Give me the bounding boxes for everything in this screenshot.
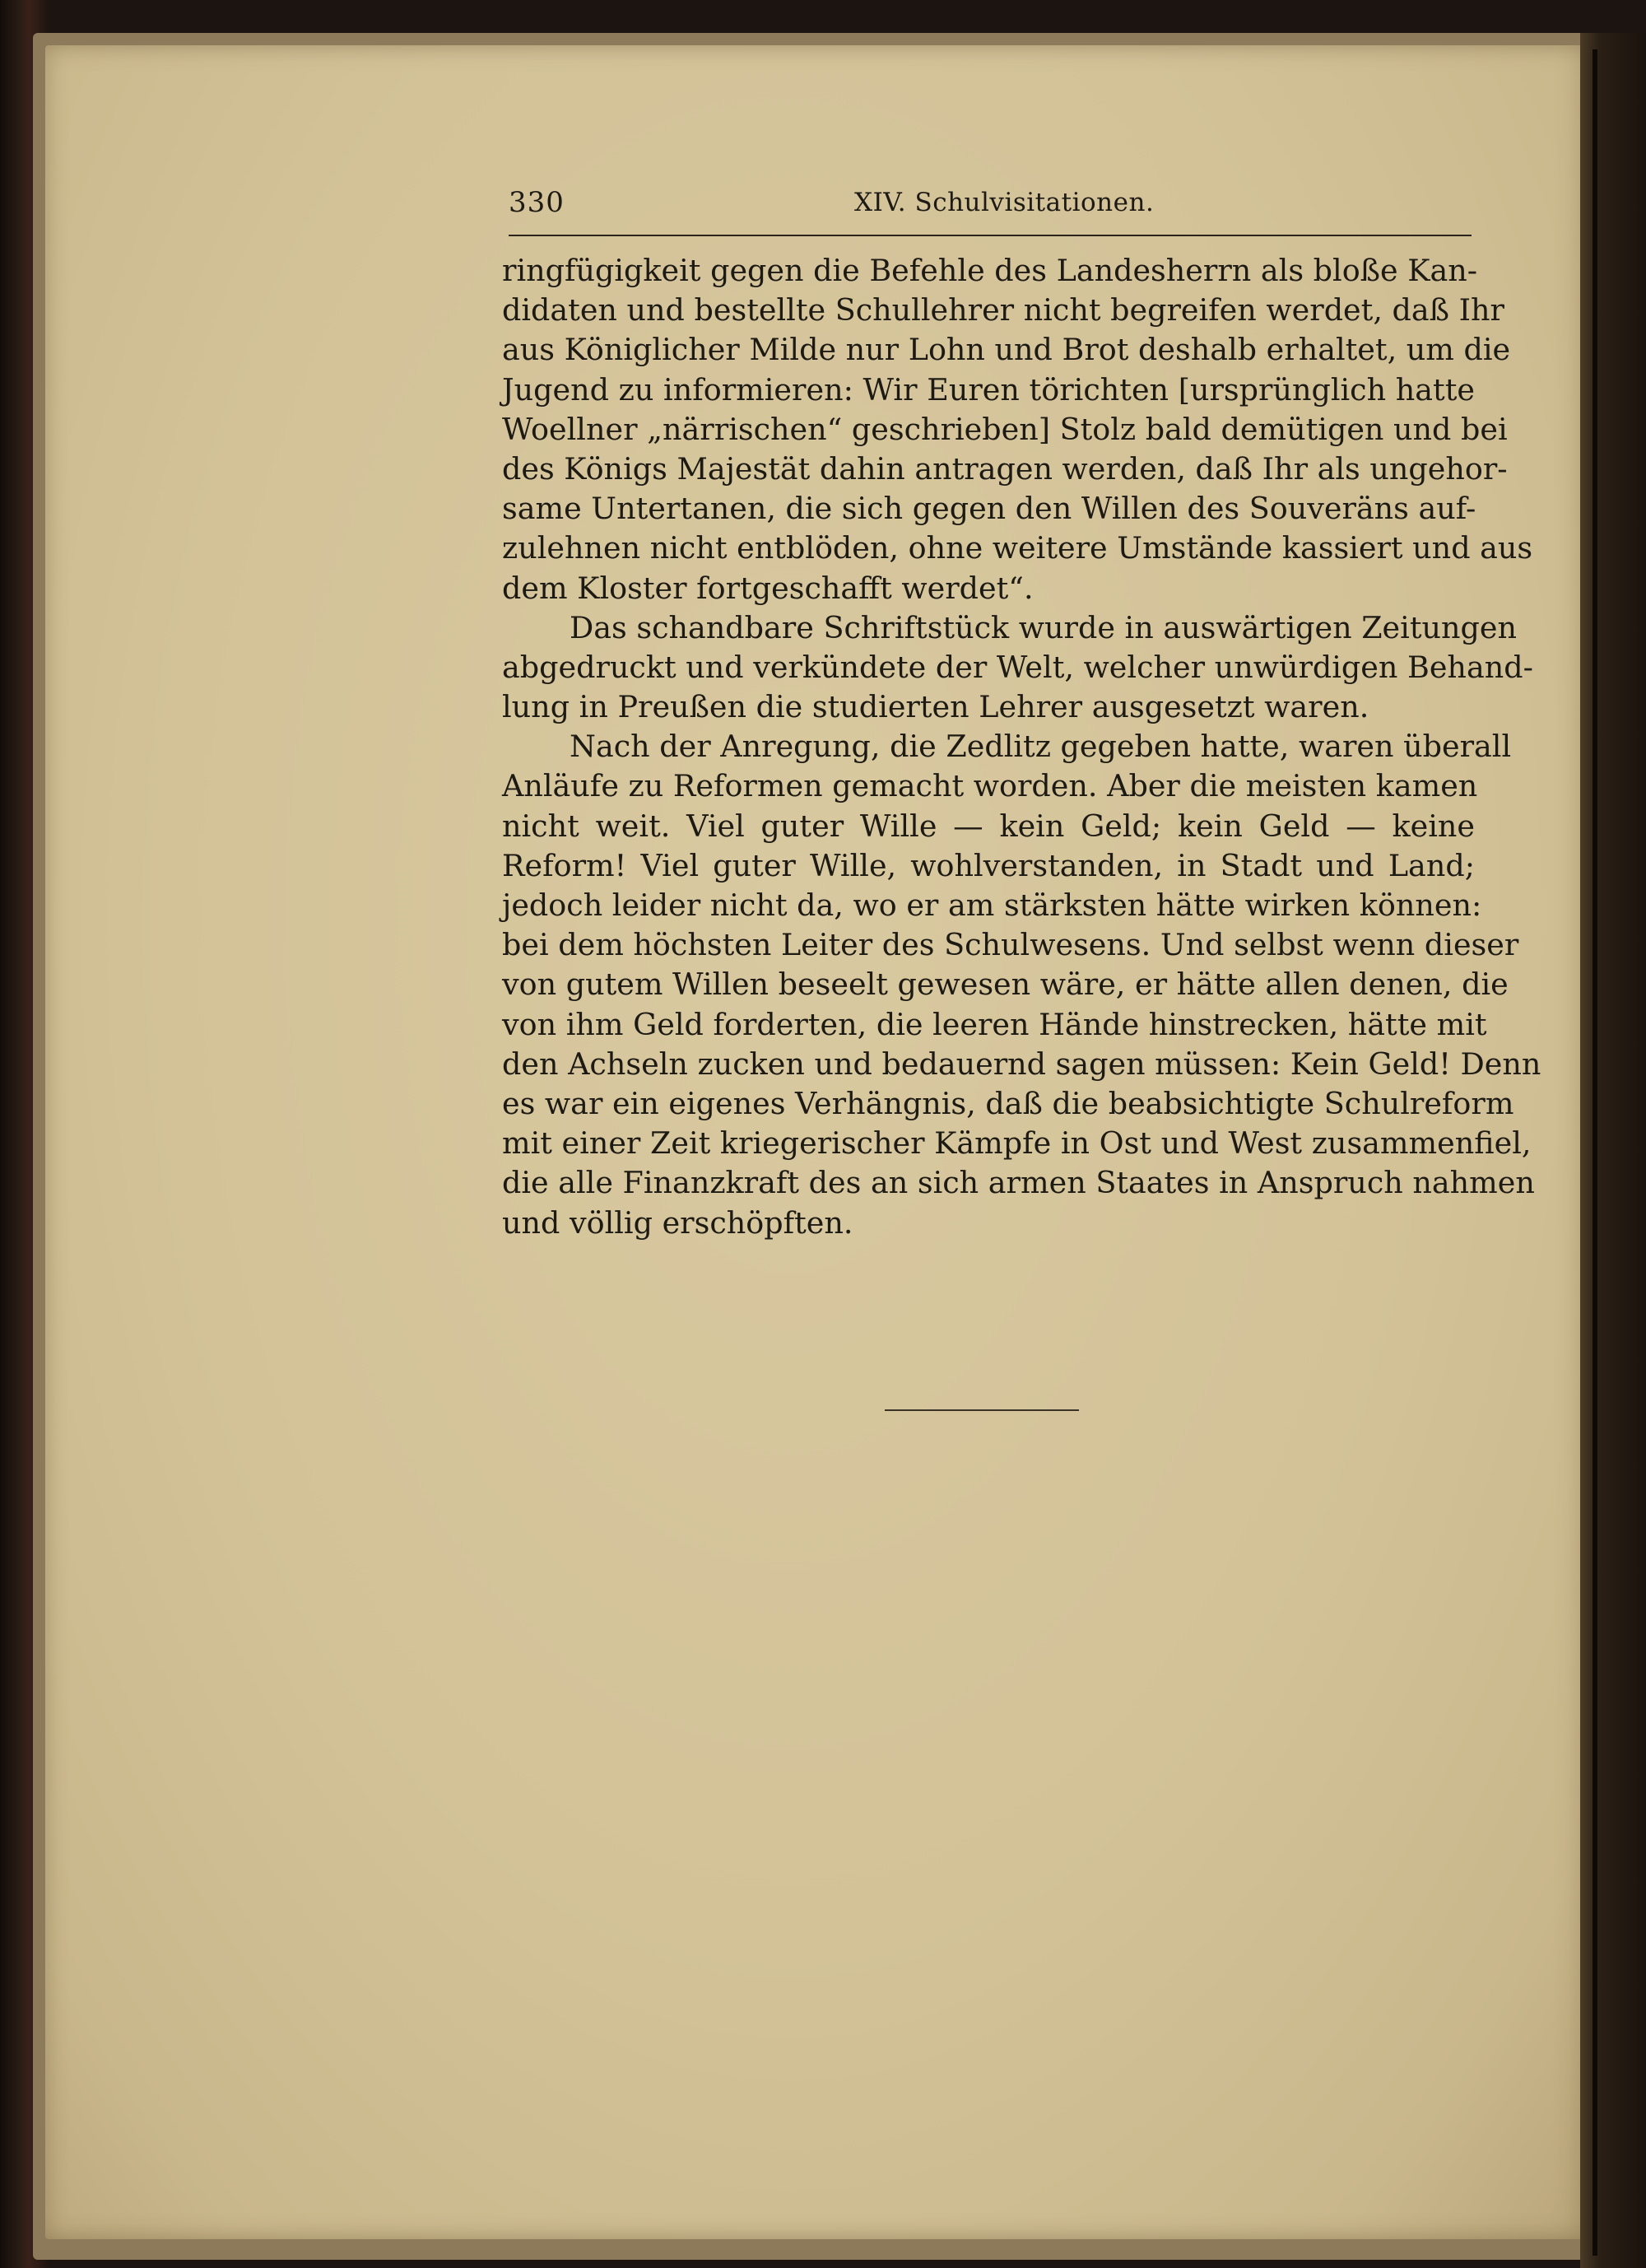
gutter-shadow <box>1593 49 1597 2256</box>
book-gutter <box>1580 33 1646 2268</box>
body-text <box>502 251 1541 1243</box>
text-line: Reform! Viel guter Wille, wohlverstanden, in Stadt und Land; <box>502 847 1475 883</box>
text-line: bei dem höchsten Leiter des Schulwesens. Und selbst wenn dieser <box>502 927 1519 963</box>
text-line: Nach der Anregung, die Zedlitz gegeben hatte, waren überall <box>570 729 1512 765</box>
text-line: von ihm Geld forderten, die leeren Hände hinstrecken, hätte mit <box>502 1006 1487 1042</box>
text-line: zulehnen nicht entblöden, ohne weitere Umstände kassiert und aus <box>502 530 1533 566</box>
text-line: die alle Finanzkraft des an sich armen Staates in Anspruch nahmen <box>502 1165 1535 1201</box>
text-line: des Königs Majestät dahin antragen werden, daß Ihr als ungehor- <box>502 450 1508 487</box>
running-head: XIV. Schulvisitationen. <box>854 188 1155 217</box>
text-line: von gutem Willen beseelt gewesen wäre, er hätte allen denen, die <box>502 966 1509 1003</box>
text-line: Anläufe zu Reformen gemacht worden. Aber die meisten kamen <box>502 768 1478 804</box>
page-header <box>509 183 1472 229</box>
text-line: mit einer Zeit kriegerischer Kämpfe in Ost und West zusammenfiel, <box>502 1125 1532 1162</box>
text-line: aus Königlicher Milde nur Lohn und Brot deshalb erhaltet, um die <box>502 332 1511 368</box>
text-line: same Untertanen, die sich gegen den Willen des Souveräns auf- <box>502 491 1476 527</box>
text-line: abgedruckt und verkündete der Welt, welcher unwürdigen Behand- <box>502 649 1533 685</box>
text-line: didaten und bestellte Schullehrer nicht begreifen werdet, daß Ihr <box>502 292 1505 328</box>
text-line: Jugend zu informieren: Wir Euren törichten [ursprünglich hatte <box>502 371 1475 407</box>
page-number: 330 <box>509 186 565 219</box>
header-rule <box>509 235 1472 236</box>
text-line: es war ein eigenes Verhängnis, daß die beabsichtigte Schulreform <box>502 1085 1514 1121</box>
text-line: lung in Preußen die studierten Lehrer ausgesetzt waren. <box>502 689 1369 725</box>
end-rule <box>885 1409 1079 1411</box>
text-line: dem Kloster fortgeschafft werdet“. <box>502 570 1034 606</box>
text-line: Das schandbare Schriftstück wurde in auswärtigen Zeitungen <box>570 609 1517 645</box>
text-line: ringfügigkeit gegen die Befehle des Landesherrn als bloße Kan- <box>502 253 1478 288</box>
text-line: Woellner „närrischen“ geschrieben] Stolz bald demütigen und bei <box>502 411 1508 447</box>
text-line: nicht weit. Viel guter Wille — kein Geld; kein Geld — keine <box>502 808 1475 844</box>
text-line: den Achseln zucken und bedauernd sagen müssen: Kein Geld! Denn <box>502 1046 1541 1082</box>
text-line: jedoch leider nicht da, wo er am stärksten hätte wirken können: <box>502 887 1482 923</box>
text-line: und völlig erschöpften. <box>502 1204 853 1241</box>
